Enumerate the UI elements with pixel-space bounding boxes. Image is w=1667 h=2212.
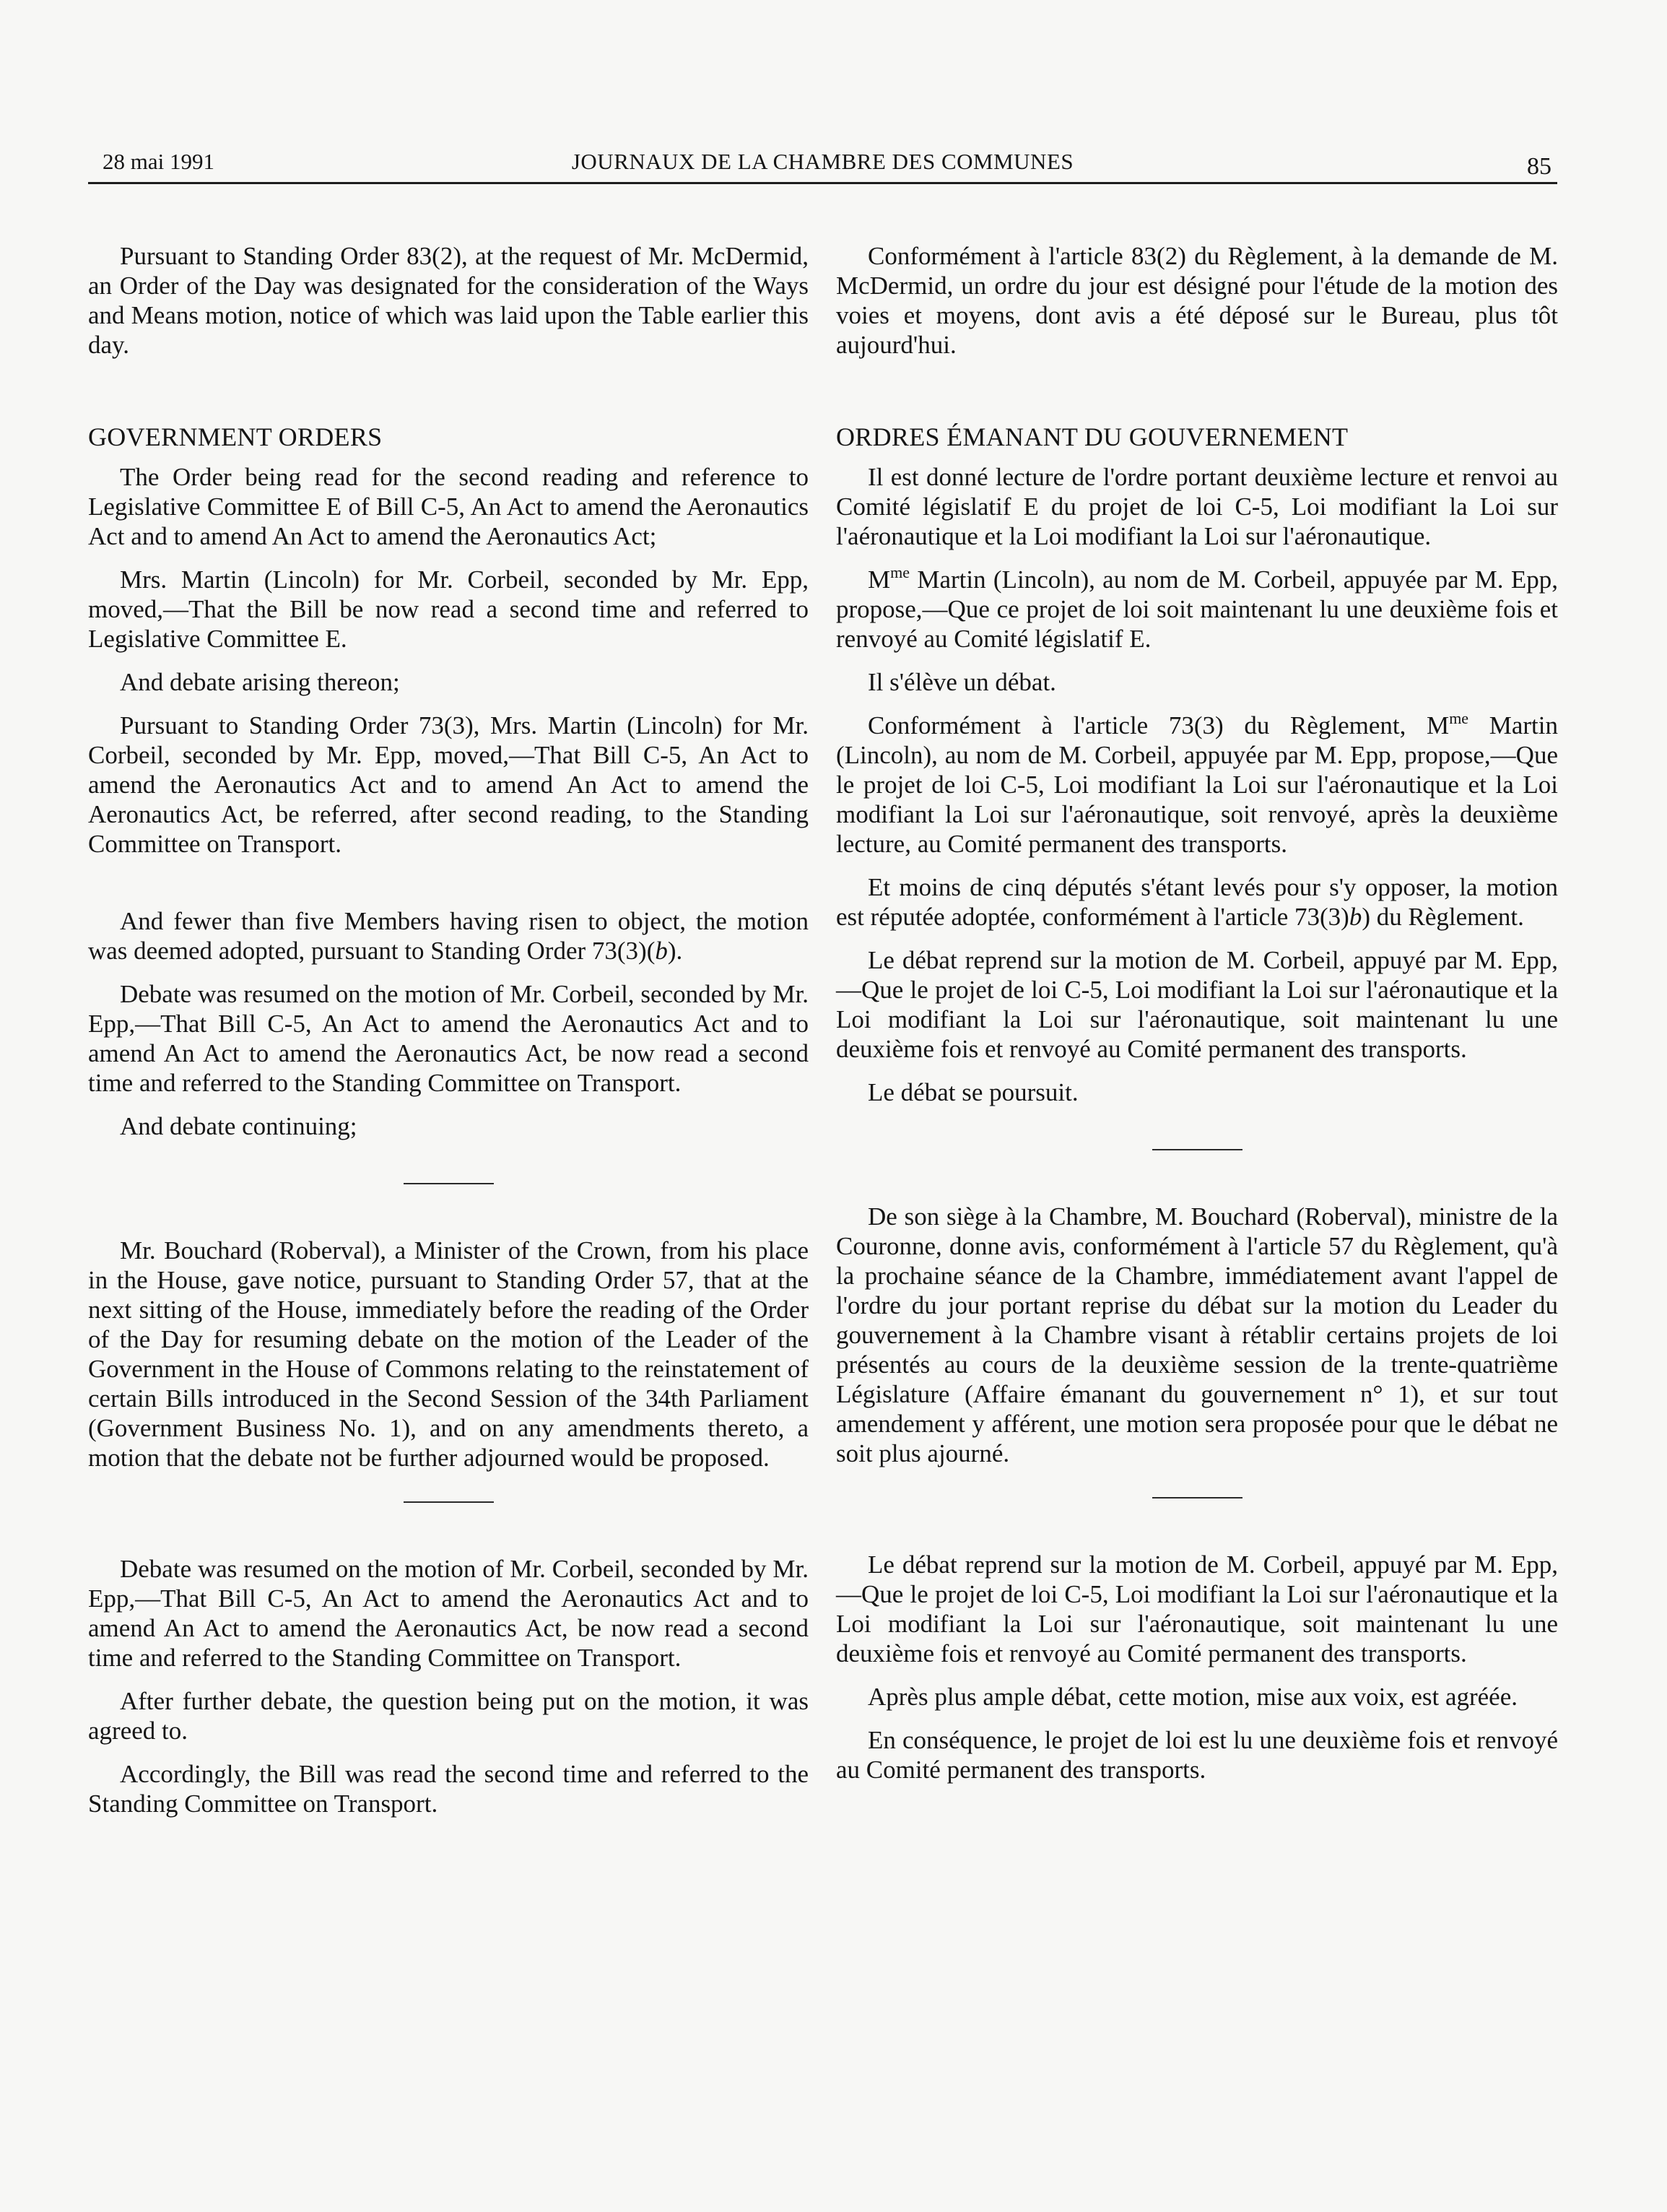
fr-paragraph-1: Conformément à l'article 83(2) du Règlement, à la demande de M. McDermid, un ordre du jour est désigné pour l'étude de la motion des voies et moyens, dont avis a été déposé sur le Bureau, plus tôt aujourd'hui. [836, 242, 1558, 359]
header-journal-title: JOURNAUX DE LA CHAMBRE DES COMMUNES [571, 149, 1074, 174]
en-paragraph-4: And debate arising thereon; [120, 668, 400, 696]
en-paragraph-10: Debate was resumed on the motion of Mr. Corbeil, seconded by Mr. Epp,—That Bill C-5, An Act to amend the Aeronautics Act and to amend An Act to amend the Aeronautics Act, be now read a second time and referred to the Standing Committee on Transport. [88, 1555, 809, 1672]
page-header [88, 149, 1557, 184]
en-paragraph-3: Mrs. Martin (Lincoln) for Mr. Corbeil, seconded by Mr. Epp, moved,—That the Bill be now read a second time and referred to Legislative Committee E. [88, 565, 809, 653]
fr-paragraph-10: Le débat reprend sur la motion de M. Corbeil, appuyé par M. Epp,—Que le projet de loi C-5, Loi modifiant la Loi sur l'aéronautique et la Loi modifiant la Loi sur l'aéronautique, soit maintenant lu une deuxième fois et renvoyé au Comité permanent des transports. [836, 1550, 1558, 1667]
fr-paragraph-3: $M^{me}$ Martin (Lincoln), au nom de M. Corbeil, appuyée par M. Epp, propose,—Que ce projet de loi soit maintenant lu une deuxième fois et renvoyé au Comité législatif E. [836, 563, 1558, 653]
en-paragraph-6: And fewer than five Members having risen to object, the motion was deemed adopted, pursuant to Standing Order 73(3)(b). [88, 907, 809, 965]
english-column [88, 241, 809, 1832]
fr-paragraph-5: Conformément à l'article 73(3) du Règlement, $M^{me}$ Martin (Lincoln), au nom de M. Corbeil, appuyée par M. Epp, propose,—Que le projet de loi C-5, Loi modifiant la Loi sur l'aéronautique et la Loi modifiant la Loi sur l'aéronautique, soit renvoyé, après la deuxième lecture, au Comité permanent des transports. [836, 709, 1558, 858]
fr-paragraph-11: Après plus ample débat, cette motion, mise aux voix, est agréée. [868, 1683, 1518, 1711]
en-paragraph-7: Debate was resumed on the motion of Mr. Corbeil, seconded by Mr. Epp,—That Bill C-5, An Act to amend the Aeronautics Act and to amend An Act to amend the Aeronautics Act, be now read a second time and referred to the Standing Committee on Transport. [88, 980, 809, 1097]
fr-paragraph-7: Le débat reprend sur la motion de M. Corbeil, appuyé par M. Epp,—Que le projet de loi C-5, Loi modifiant la Loi sur l'aéronautique et la Loi modifiant la Loi sur l'aéronautique, soit maintenant lu une deuxième fois et renvoyé au Comité permanent des transports. [836, 946, 1558, 1063]
fr-paragraph-8: Le débat se poursuit. [868, 1078, 1079, 1106]
fr-paragraph-6: Et moins de cinq députés s'étant levés pour s'y opposer, la motion est réputée adoptée, conformément à l'article 73(3)b) du Règlement. [836, 873, 1558, 931]
header-page-number: 85 [1527, 153, 1551, 180]
en-paragraph-9: Mr. Bouchard (Roberval), a Minister of the Crown, from his place in the House, gave notice, pursuant to Standing Order 57, that at the next sitting of the House, immediately before the reading of the Order of the Day for resuming debate on the motion of the Leader of the Government in the House of Commons relating to the reinstatement of certain Bills introduced in the Second Session of the 34th Parliament (Government Business No. 1), and on any amendments thereto, a motion that the debate not be further adjourned would be proposed. [88, 1236, 809, 1472]
fr-paragraph-4: Il s'élève un débat. [868, 668, 1056, 696]
en-paragraph-12: Accordingly, the Bill was read the second time and referred to the Standing Committee on Transport. [88, 1760, 809, 1818]
en-paragraph-8: And debate continuing; [120, 1112, 357, 1140]
en-section-title: GOVERNMENT ORDERS [88, 422, 383, 451]
fr-paragraph-9: De son siège à la Chambre, M. Bouchard (Roberval), ministre de la Couronne, donne avis, conformément à l'article 57 du Règlement, qu'à la prochaine séance de la Chambre, immédiatement avant l'appel de l'ordre du jour portant reprise du débat sur la motion du Leader du gouvernement à la Chambre visant à rétablir certains projets de loi présentés au cours de la deuxième session de la trente-quatrième Législature (Affaire émanant du gouvernement n° 1), et sur tout amendement y afférent, une motion sera proposée pour que le débat ne soit plus ajourné. [836, 1202, 1558, 1467]
french-column [836, 241, 1558, 1798]
fr-section-title: ORDRES ÉMANANT DU GOUVERNEMENT [836, 422, 1349, 451]
header-date: 28 mai 1991 [103, 149, 214, 174]
fr-paragraph-2: Il est donné lecture de l'ordre portant deuxième lecture et renvoi au Comité législatif E du projet de loi C-5, Loi modifiant la Loi sur l'aéronautique et la Loi modifiant la Loi sur l'aéronautique. [836, 463, 1558, 550]
en-paragraph-1: Pursuant to Standing Order 83(2), at the request of Mr. McDermid, an Order of the Day was designated for the consideration of the Ways and Means motion, notice of which was laid upon the Table earlier this day. [88, 242, 809, 359]
en-paragraph-11: After further debate, the question being put on the motion, it was agreed to. [88, 1687, 809, 1745]
en-paragraph-5: Pursuant to Standing Order 73(3), Mrs. Martin (Lincoln) for Mr. Corbeil, seconded by Mr. Epp, moved,—That Bill C-5, An Act to amend the Aeronautics Act and to amend An Act to amend the Aeronautics Act, be referred, after second reading, to the Standing Committee on Transport. [88, 711, 809, 858]
en-paragraph-2: The Order being read for the second reading and reference to Legislative Committee E of Bill C-5, An Act to amend the Aeronautics Act and to amend An Act to amend the Aeronautics Act; [88, 463, 809, 550]
fr-paragraph-12: En conséquence, le projet de loi est lu une deuxième fois et renvoyé au Comité permanent des transports. [836, 1726, 1558, 1784]
